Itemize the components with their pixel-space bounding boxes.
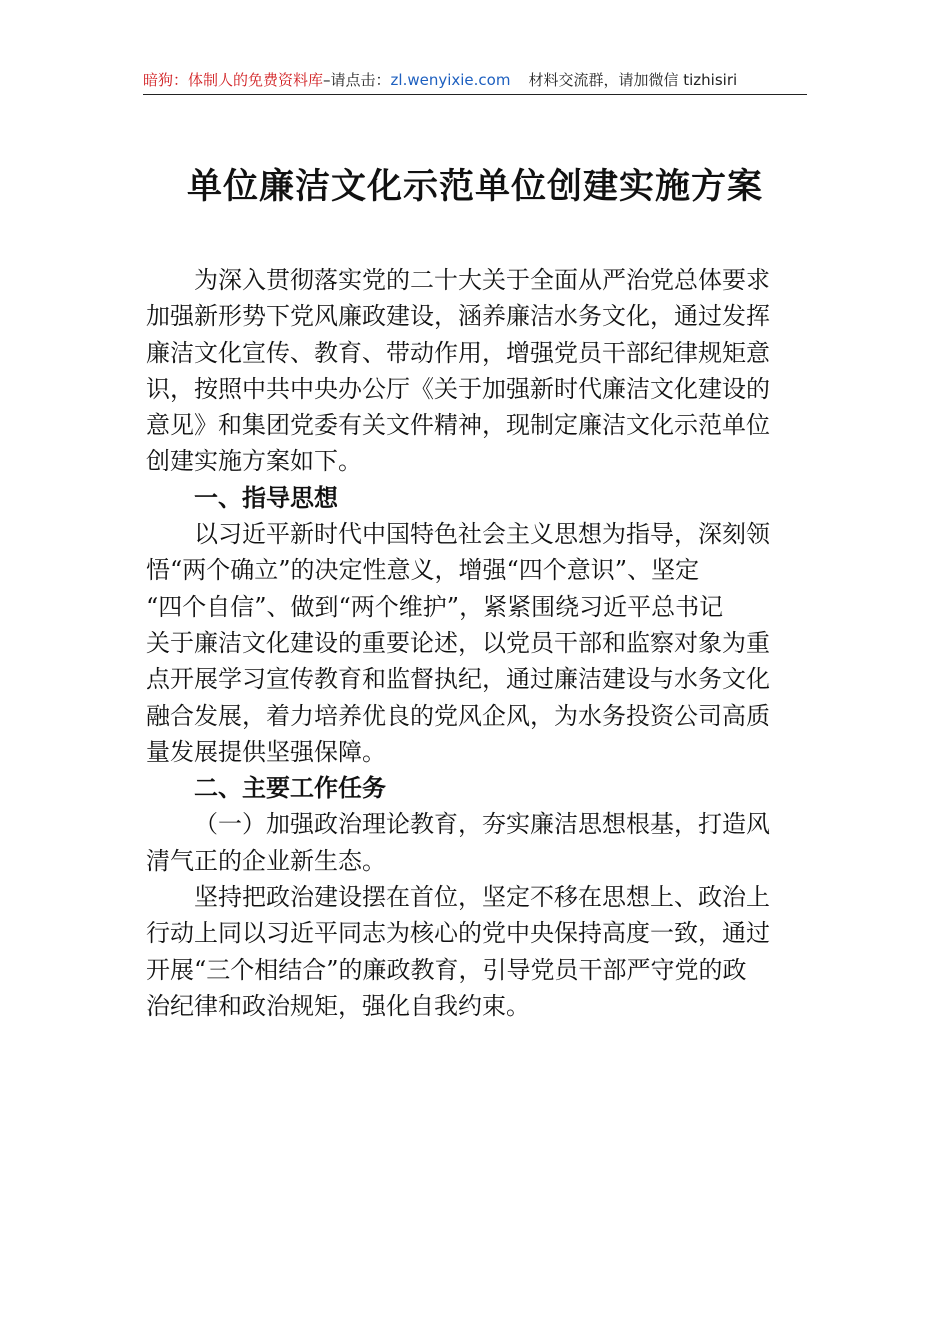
text-line: 悟“两个确立”的决定性意义，增强“四个意识”、坚定 — [146, 556, 700, 585]
text-line: （一）加强政治理论教育，夯实廉洁思想根基，打造风 — [194, 810, 770, 839]
text-line: 以习近平新时代中国特色社会主义思想为指导，深刻领 — [194, 520, 770, 549]
text-line: 识，按照中共中央办公厅《关于加强新时代廉洁文化建设的 — [146, 374, 770, 403]
intro-paragraph — [146, 262, 810, 480]
text-line: 行动上同以习近平同志为核心的党中央保持高度一致，通过 — [146, 919, 770, 948]
page-header-banner — [143, 66, 807, 95]
section-heading-guiding-ideology: 一、指导思想 — [194, 483, 338, 512]
text-line: 治纪律和政治规矩，强化自我约束。 — [146, 991, 530, 1020]
text-line: 量发展提供坚强保障。 — [146, 737, 386, 766]
text-line: 点开展学习宣传教育和监督执纪，通过廉洁建设与水务文化 — [146, 665, 770, 694]
text-line: 加强新形势下党风廉政建设，涵养廉洁水务文化，通过发挥 — [146, 302, 770, 331]
document-body — [146, 262, 810, 1024]
text-line: 融合发展，着力培养优良的党风企风，为水务投资公司高质 — [146, 701, 770, 730]
text-line: “四个自信”、做到“两个维护”，紧紧围绕习近平总书记 — [146, 592, 724, 621]
document-title: 单位廉洁文化示范单位创建实施方案 — [186, 166, 763, 207]
political-building-paragraph — [146, 879, 810, 1024]
text-line: 意见》和集团党委有关文件精神，现制定廉洁文化示范单位 — [146, 411, 770, 440]
text-line: 廉洁文化宣传、教育、带动作用，增强党员干部纪律规矩意 — [146, 338, 770, 367]
text-line: 开展“三个相结合”的廉政教育，引导党员干部严守党的政 — [146, 955, 747, 984]
text-line: 关于廉洁文化建设的重要论述，以党员干部和监察对象为重 — [146, 628, 770, 657]
header-click-prompt: –请点击： — [323, 71, 391, 89]
header-site-name: 暗狗：体制人的免费资料库 — [143, 71, 324, 89]
header-wechat-note: 材料交流群，请加微信 tizhisiri — [528, 71, 738, 89]
text-line: 清气正的企业新生态。 — [146, 846, 386, 875]
text-line: 坚持把政治建设摆在首位，坚定不移在思想上、政治上 — [194, 883, 770, 912]
text-line: 为深入贯彻落实党的二十大关于全面从严治党总体要求 — [194, 266, 770, 294]
text-line: 创建实施方案如下。 — [146, 447, 362, 476]
guiding-ideology-paragraph — [146, 516, 810, 770]
header-link[interactable]: zl.wenyixie.com — [390, 71, 511, 89]
section-heading-main-tasks: 二、主要工作任务 — [194, 774, 386, 803]
subsection-heading-1 — [146, 806, 810, 879]
